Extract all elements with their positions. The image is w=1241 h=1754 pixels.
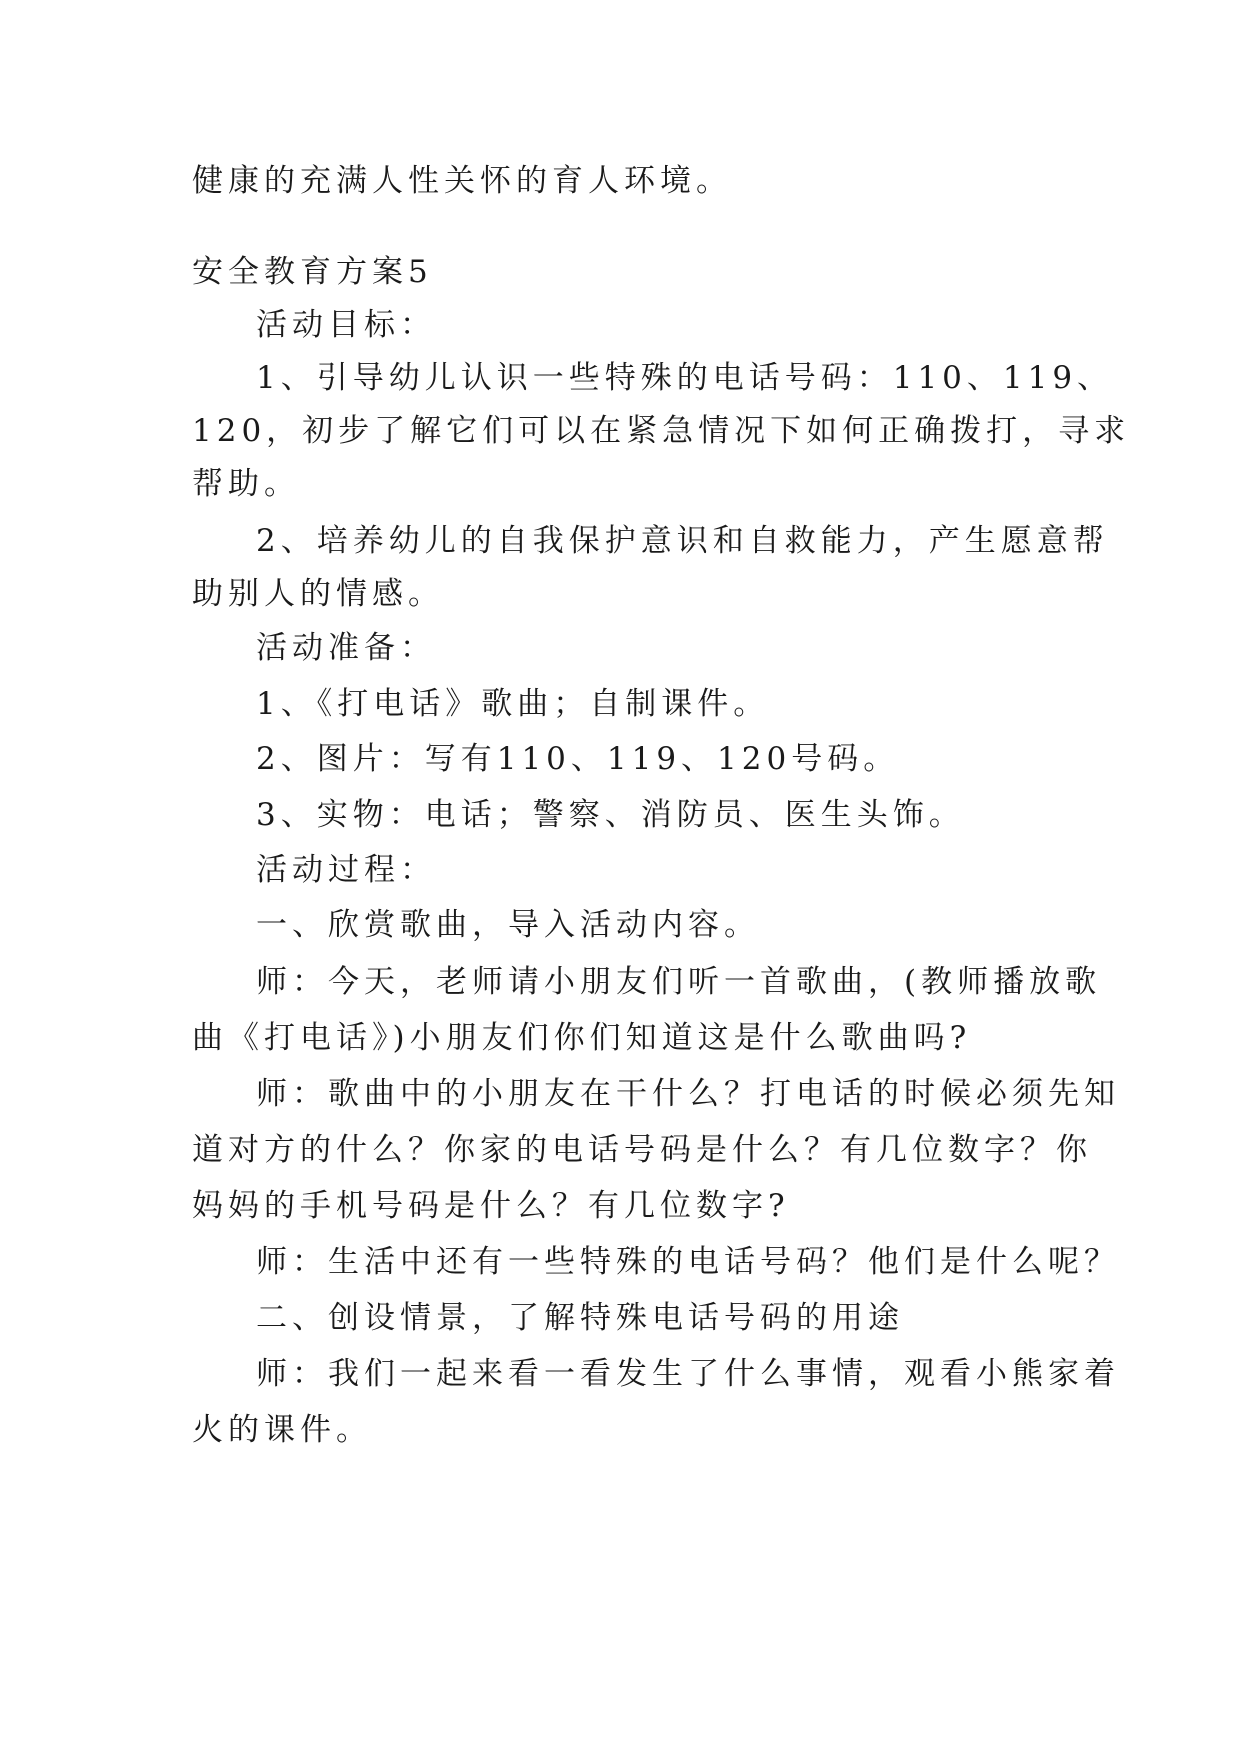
paragraph-line: 2、培养幼儿的自我保护意识和自救能力，产生愿意帮 [256,523,1109,559]
paragraph-line: 二、创设情景，了解特殊电话号码的用途 [256,1300,904,1336]
paragraph-line: 2、图片：写有110、119、120号码。 [256,741,900,777]
heading-activity-goals: 活动目标： [256,307,436,343]
paragraph-line: 1、《打电话》歌曲；自制课件。 [256,686,770,722]
paragraph-line: 师：今天，老师请小朋友们听一首歌曲，(教师播放歌 [256,964,1102,1000]
paragraph-line: 师：歌曲中的小朋友在干什么？打电话的时候必须先知 [256,1076,1120,1112]
heading-activity-preparation: 活动准备： [256,630,436,666]
paragraph-line: 3、实物：电话；警察、消防员、医生头饰。 [256,797,965,833]
paragraph-line: 1、引导幼儿认识一些特殊的电话号码：110、119、 [256,360,1114,396]
paragraph-line: 师：我们一起来看一看发生了什么事情，观看小熊家着 [256,1356,1120,1392]
paragraph-line: 道对方的什么？你家的电话号码是什么？有几位数字？你 [192,1132,1092,1168]
paragraph-line: 120，初步了解它们可以在紧急情况下如何正确拨打，寻求 [192,413,1131,449]
paragraph-line: 火的课件。 [192,1412,372,1448]
section-title: 安全教育方案5 [192,254,433,290]
paragraph-line: 一、欣赏歌曲，导入活动内容。 [256,907,760,943]
paragraph-line: 帮助。 [192,466,300,502]
paragraph-line: 妈妈的手机号码是什么？有几位数字? [192,1188,790,1224]
paragraph-line: 曲《打电话》)小朋友们你们知道这是什么歌曲吗? [192,1020,972,1056]
heading-activity-process: 活动过程： [256,852,436,888]
paragraph-line: 健康的充满人性关怀的育人环境。 [192,163,732,199]
paragraph-line: 师：生活中还有一些特殊的电话号码？他们是什么呢？ [256,1244,1120,1280]
paragraph-line: 助别人的情感。 [192,576,444,612]
